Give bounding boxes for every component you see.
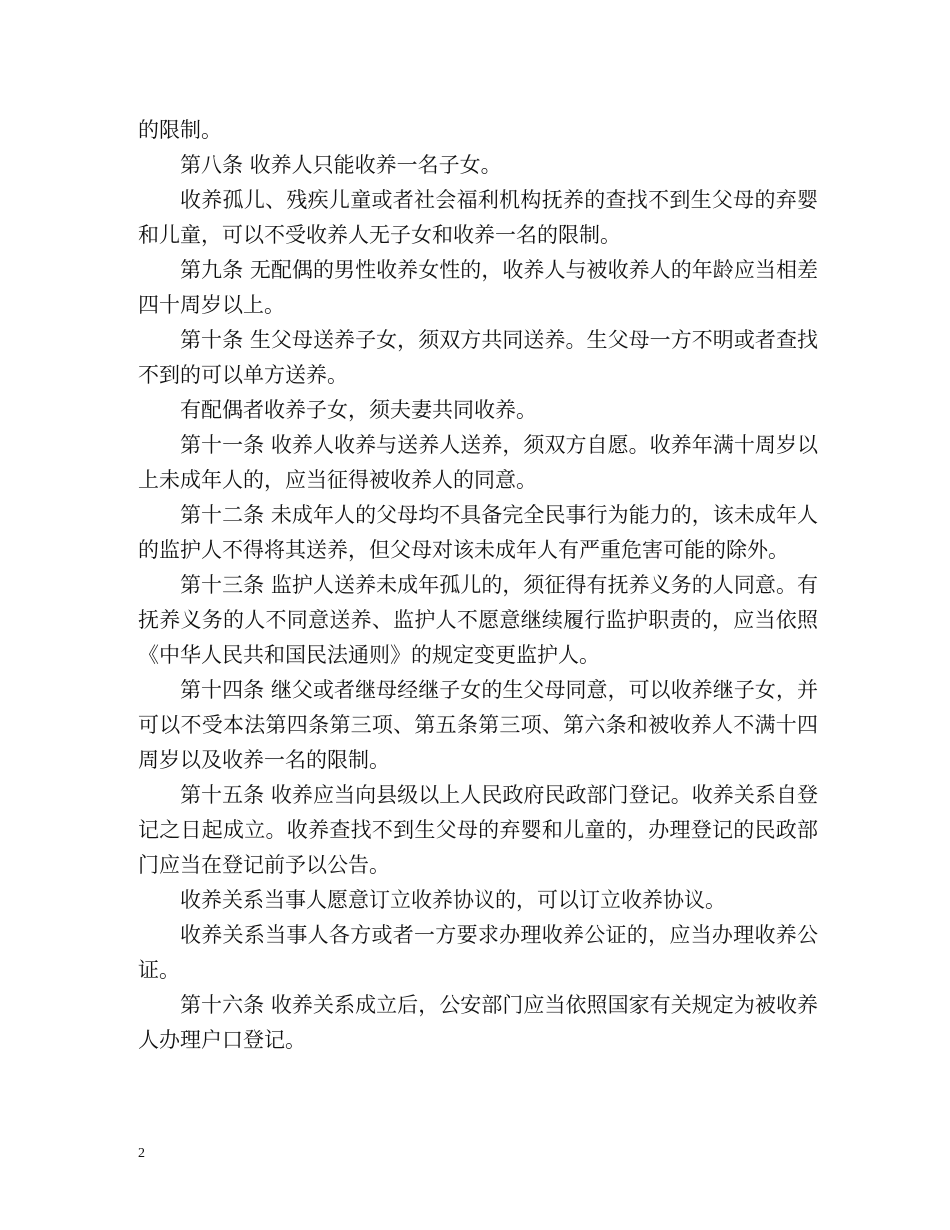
paragraph-article-15-clause-2: 收养关系当事人愿意订立收养协议的，可以订立收养协议。 [180,888,726,912]
paragraph-article-12: 第十二条 未成年人的父母均不具备完全民事行为能力的，该未成年人的监护人不得将其送养，但父母对该未成年人有严重危害可能的除外。 [138,503,818,562]
paragraph-article-14: 第十四条 继父或者继母经继子女的生父母同意，可以收养继子女，并可以不受本法第四条第三项、第五条第三项、第六条和被收养人不满十四周岁以及收养一名的限制。 [138,678,818,772]
paragraph-article-15: 第十五条 收养应当向县级以上人民政府民政部门登记。收养关系自登记之日起成立。收养查找不到生父母的弃婴和儿童的，办理登记的民政部门应当在登记前予以公告。 [138,783,818,877]
paragraph-article-16: 第十六条 收养关系成立后，公安部门应当依照国家有关规定为被收养人办理户口登记。 [138,993,818,1052]
paragraph-continuation: 的限制。 [138,118,222,142]
document-body [138,113,818,1058]
paragraph-article-11: 第十一条 收养人收养与送养人送养，须双方自愿。收养年满十周岁以上未成年人的，应当征得被收养人的同意。 [138,433,818,492]
paragraph-article-15-clause-3: 收养关系当事人各方或者一方要求办理收养公证的，应当办理收养公证。 [138,923,818,982]
page-number: 2 [138,1146,145,1161]
paragraph-article-10: 第十条 生父母送养子女，须双方共同送养。生父母一方不明或者查找不到的可以单方送养。 [138,328,818,387]
paragraph-article-13: 第十三条 监护人送养未成年孤儿的，须征得有抚养义务的人同意。有抚养义务的人不同意送养、监护人不愿意继续履行监护职责的，应当依照《中华人民共和国民法通则》的规定变更监护人。 [138,573,818,667]
paragraph-article-8: 第八条 收养人只能收养一名子女。 [180,153,502,177]
paragraph-article-9: 第九条 无配偶的男性收养女性的，收养人与被收养人的年龄应当相差四十周岁以上。 [138,258,818,317]
paragraph-article-8-clause: 收养孤儿、残疾儿童或者社会福利机构抚养的查找不到生父母的弃婴和儿童，可以不受收养人无子女和收养一名的限制。 [138,188,818,247]
paragraph-article-10-clause: 有配偶者收养子女，须夫妻共同收养。 [180,398,537,422]
